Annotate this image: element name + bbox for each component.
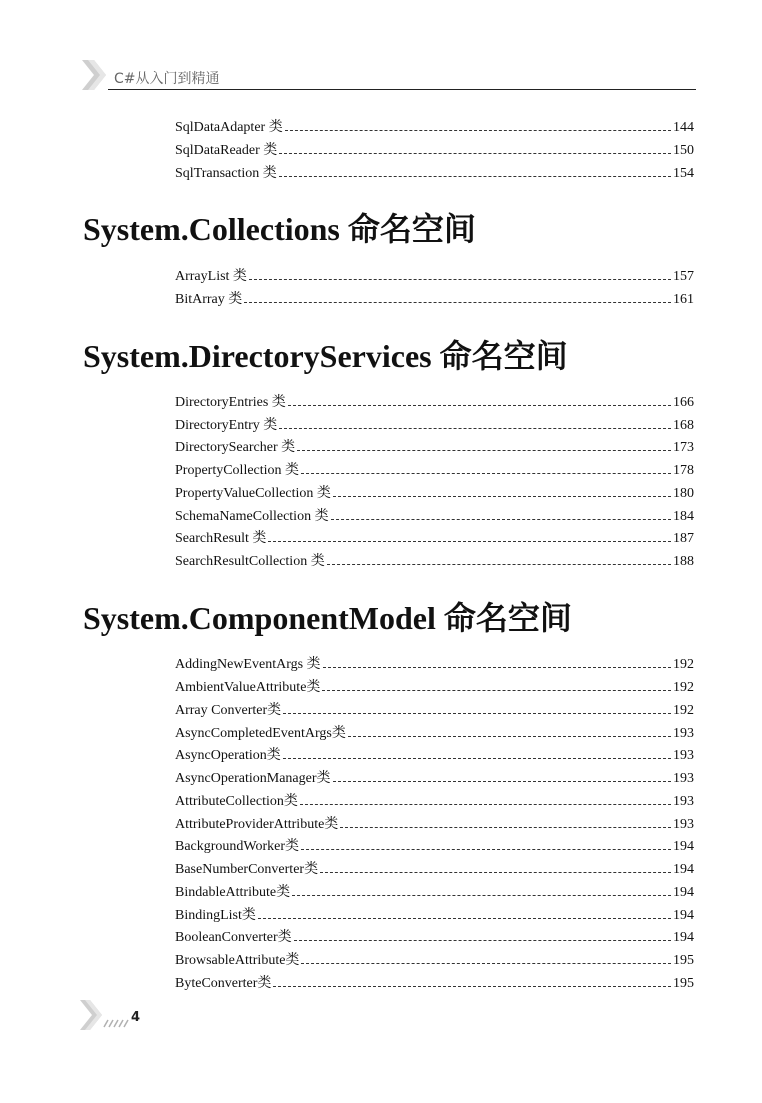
toc-entry-page: 192: [673, 703, 694, 718]
toc-entry-page: 144: [673, 120, 694, 135]
toc-entry-page: 193: [673, 726, 694, 741]
dot-leader: [279, 152, 671, 154]
toc-entry-name: SearchResult 类: [175, 531, 267, 546]
section-title-collections: System.Collections 命名空间: [83, 211, 476, 247]
toc-entry[interactable]: [175, 116, 694, 136]
dot-leader: [297, 449, 671, 451]
book-title: C#从入门到精通: [114, 71, 220, 87]
dot-leader: [333, 780, 671, 782]
section-title-componentmodel: System.ComponentModel 命名空间: [83, 600, 572, 636]
toc-entry[interactable]: [175, 653, 694, 673]
toc-entry-page: 193: [673, 771, 694, 786]
toc-entry-name: Array Converter类: [175, 703, 282, 718]
toc-entry[interactable]: [175, 482, 694, 502]
toc-entry[interactable]: [175, 858, 694, 878]
toc-entry-page: 154: [673, 166, 694, 181]
dot-leader: [301, 472, 671, 474]
toc-entry-name: BackgroundWorker类: [175, 839, 300, 854]
toc-entry-name: SearchResultCollection 类: [175, 554, 325, 569]
toc-entry[interactable]: [175, 722, 694, 742]
dot-leader: [300, 803, 671, 805]
toc-entry[interactable]: [175, 926, 694, 946]
toc-entry[interactable]: [175, 288, 694, 308]
toc-entry[interactable]: [175, 949, 694, 969]
dot-leader: [348, 735, 671, 737]
toc-entry[interactable]: [175, 139, 694, 159]
toc-entry-name: AttributeProviderAttribute类: [175, 817, 339, 832]
toc-entry-page: 188: [673, 554, 694, 569]
toc-entry[interactable]: [175, 527, 694, 547]
toc-entry-page: 150: [673, 143, 694, 158]
toc-entry[interactable]: [175, 744, 694, 764]
toc-entry[interactable]: [175, 550, 694, 570]
dot-leader: [285, 129, 671, 131]
dot-leader: [323, 666, 671, 668]
toc-entry-page: 195: [673, 976, 694, 991]
toc-entry-name: SchemaNameCollection 类: [175, 509, 329, 524]
toc-entry-name: DirectoryEntry 类: [175, 418, 278, 433]
toc-entry-name: PropertyCollection 类: [175, 463, 300, 478]
toc-entry[interactable]: [175, 391, 694, 411]
dot-leader: [333, 495, 671, 497]
toc-entry-name: AmbientValueAttribute类: [175, 680, 321, 695]
toc-entry-name: ByteConverter类: [175, 976, 272, 991]
toc-entry-page: 194: [673, 930, 694, 945]
dot-leader: [283, 712, 671, 714]
toc-entry[interactable]: [175, 904, 694, 924]
toc-entry-page: 168: [673, 418, 694, 433]
toc-entry[interactable]: [175, 265, 694, 285]
toc-entry[interactable]: [175, 972, 694, 992]
toc-entry-name: BindingList类: [175, 908, 256, 923]
toc-entry-page: 194: [673, 908, 694, 923]
toc-entry[interactable]: [175, 767, 694, 787]
toc-entry-page: 194: [673, 862, 694, 877]
dot-leader: [258, 917, 671, 919]
toc-entry[interactable]: [175, 813, 694, 833]
toc-entry-name: SqlTransaction 类: [175, 166, 277, 181]
toc-entry[interactable]: [175, 676, 694, 696]
toc-entry-name: BooleanConverter类: [175, 930, 292, 945]
toc-entry[interactable]: [175, 162, 694, 182]
toc-entry[interactable]: [175, 436, 694, 456]
toc-entry-page: 178: [673, 463, 694, 478]
dot-leader: [292, 894, 671, 896]
toc-entry-page: 187: [673, 531, 694, 546]
toc-entry-name: AsyncOperationManager类: [175, 771, 331, 786]
toc-entry-name: PropertyValueCollection 类: [175, 486, 331, 501]
toc-entry-name: DirectoryEntries 类: [175, 395, 286, 410]
toc-entry-page: 180: [673, 486, 694, 501]
toc-entry-page: 195: [673, 953, 694, 968]
toc-entry-name: SqlDataAdapter 类: [175, 120, 283, 135]
toc-entry-name: BitArray 类: [175, 292, 243, 307]
dot-leader: [301, 962, 671, 964]
toc-entry-page: 184: [673, 509, 694, 524]
dot-leader: [294, 939, 671, 941]
dot-leader: [268, 540, 671, 542]
toc-entry-name: AsyncOperation类: [175, 748, 281, 763]
toc-entry-page: 194: [673, 885, 694, 900]
toc-entry-page: 193: [673, 794, 694, 809]
page-number: 4: [131, 1010, 141, 1025]
toc-entry-page: 173: [673, 440, 694, 455]
dot-leader: [331, 518, 671, 520]
toc-entry-name: SqlDataReader 类: [175, 143, 278, 158]
toc-entry-name: BaseNumberConverter类: [175, 862, 319, 877]
toc-entry-page: 161: [673, 292, 694, 307]
toc-entry-name: AttributeCollection类: [175, 794, 298, 809]
toc-entry-page: 193: [673, 748, 694, 763]
toc-entry[interactable]: [175, 881, 694, 901]
toc-entry[interactable]: [175, 699, 694, 719]
dot-leader: [301, 848, 671, 850]
toc-entry[interactable]: [175, 790, 694, 810]
chevron-logo-icon: [82, 58, 110, 90]
dot-leader: [340, 826, 671, 828]
toc-entry-page: 192: [673, 680, 694, 695]
dot-leader: [244, 301, 671, 303]
toc-entry-name: ArrayList 类: [175, 269, 247, 284]
toc-entry-page: 192: [673, 657, 694, 672]
page-header: [82, 58, 696, 92]
toc-entry-page: 157: [673, 269, 694, 284]
toc-entry-page: 193: [673, 817, 694, 832]
dot-leader: [273, 985, 671, 987]
toc-entry-name: AddingNewEventArgs 类: [175, 657, 321, 672]
dot-leader: [320, 871, 671, 873]
dot-leader: [322, 689, 671, 691]
toc-entry-page: 194: [673, 839, 694, 854]
dot-leader: [288, 404, 671, 406]
dot-leader: [327, 563, 671, 565]
dot-leader: [279, 427, 671, 429]
dot-leader: [283, 757, 671, 759]
toc-entry[interactable]: [175, 459, 694, 479]
toc-entry[interactable]: [175, 414, 694, 434]
toc-entry[interactable]: [175, 835, 694, 855]
toc-entry-name: BindableAttribute类: [175, 885, 291, 900]
dot-leader: [249, 278, 671, 280]
header-divider: [108, 89, 696, 90]
toc-entry-name: BrowsableAttribute类: [175, 953, 300, 968]
toc-entry[interactable]: [175, 505, 694, 525]
toc-entry-page: 166: [673, 395, 694, 410]
toc-entry-name: DirectorySearcher 类: [175, 440, 296, 455]
section-title-directoryservices: System.DirectoryServices 命名空间: [83, 338, 568, 374]
dot-leader: [279, 175, 671, 177]
toc-entry-name: AsyncCompletedEventArgs类: [175, 726, 346, 741]
